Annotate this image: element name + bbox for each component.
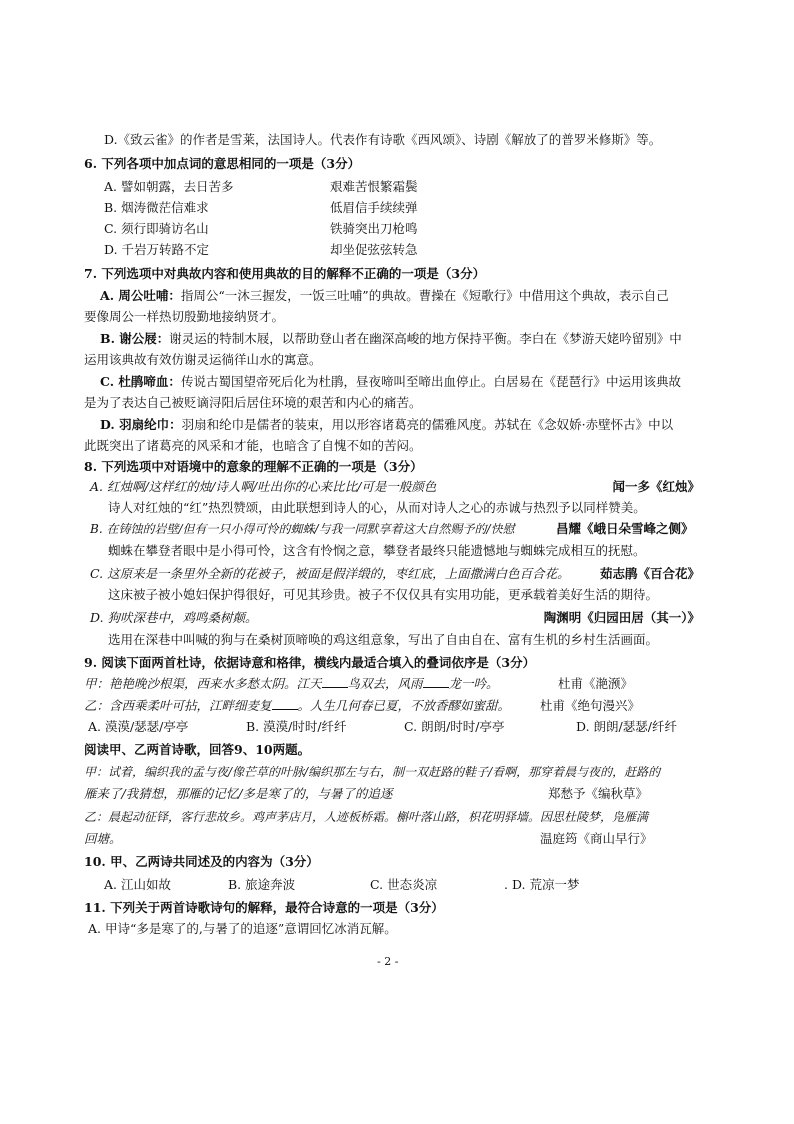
- q8-c-source: 茹志鹃《百合花》: [599, 566, 700, 581]
- q7-d-line2: 此既突出了诸葛亮的风采和才能，也暗含了自愧不如的苦闷。: [84, 438, 422, 453]
- reading-jia-line2: 雁来了/我猜想，那雁的记忆/多是寒了的，与暑了的追逐: [84, 786, 393, 801]
- q6-c-left: C. 须行即骑访名山: [104, 221, 209, 236]
- q6-d-left: D. 千岩万转路不定: [104, 242, 210, 257]
- q9-jia-c: 龙一吟。: [448, 676, 499, 691]
- q10-option-d: . D. 荒凉一梦: [504, 877, 580, 892]
- q7-d-text1: 羽扇和纶巾是儒者的装束，用以形容诸葛亮的儒雅风度。苏轼在《念奴娇·赤壁怀古》中以: [181, 417, 674, 432]
- q8-c-poem: C. 这原来是一条里外全新的花被子，被面是假洋缎的，枣红底，上面撒满白色百合花。: [90, 566, 570, 581]
- q9-blank-2: [423, 677, 449, 688]
- q5-option-d: D.《致云雀》的作者是雪莱，法国诗人。代表作有诗歌《西风颂》、诗剧《解放了的普罗米修斯》等。: [104, 132, 662, 147]
- reading-yi-line2: 回塘。: [84, 831, 122, 846]
- q8-a-poem: A. 红烛啊/这样红的烛/诗人啊/吐出你的心来比比/可是一般颜色: [90, 479, 437, 494]
- q7-a-text1: 指周公“一沐三握发，一饭三吐哺”的典故。曹操在《短歌行》中借用这个典故，表示自己: [180, 288, 669, 303]
- q8-a-source: 闻一多《红烛》: [612, 479, 700, 494]
- q9-jia-source: 杜甫《滟滪》: [558, 676, 634, 691]
- q8-d-source: 陶渊明《归园田居（其一）》: [543, 610, 700, 625]
- q7-b-head: B. 谢公屐：: [100, 331, 170, 346]
- q7-b-line2: 运用该典故有效仿谢灵运徜徉山水的寓意。: [84, 352, 322, 367]
- q9-jia-b: 鸟双去，风雨: [347, 676, 423, 691]
- q8-b-poem: B. 在铸蚀的岩壁/但有一只小得可怜的蜘蛛/与我一同默享着这大自然赐予的/快慰: [90, 522, 515, 536]
- q9-option-b: B. 漠漠/时时/纤纤: [246, 719, 347, 734]
- q9-yi-b: 。人生几何春已夏，不放香醪如蜜甜。: [297, 698, 511, 713]
- q9-option-a: A. 漠漠/瑟瑟/亭亭: [88, 719, 189, 734]
- q9-blank-3: [272, 699, 298, 710]
- q7-c-line1: [100, 374, 681, 390]
- q7-a-line1: [100, 288, 669, 304]
- q10-stem: 10. 甲、乙两诗共同述及的内容为（3分）: [84, 854, 319, 869]
- q9-yi-source: 杜甫《绝句漫兴》: [540, 698, 641, 713]
- q10-option-c: C. 世态炎凉: [370, 877, 438, 892]
- q8-a-explanation: 诗人对红烛的“红”热烈赞颂，由此联想到诗人的心，从而对诗人之心的赤诚与热烈予以同样赞美。: [108, 500, 646, 515]
- q6-d-right: 却坐促弦弦转急: [330, 242, 418, 257]
- reading-yi-line1: 乙：晨起动征铎，客行悲故乡。鸡声茅店月，人迹板桥霜。槲叶落山路，枳花明驿墙。因思杜陵梦，凫雁满: [84, 810, 649, 824]
- q9-blank-1: [322, 677, 348, 688]
- q8-b-explanation: 蜘蛛在攀登者眼中是小得可怜，这含有怜悯之意，攀登者最终只能遗憾地与蜘蛛完成相互的抚慰。: [108, 543, 646, 558]
- q7-stem: 7. 下列选项中对典故内容和使用典故的目的解释不正确的一项是（3分）: [84, 266, 486, 281]
- reading-yi-source: 温庭筠《商山早行》: [540, 831, 653, 846]
- q6-a-left: A. 譬如朝露，去日苦多: [104, 179, 234, 194]
- q7-a-head: A. 周公吐哺：: [100, 288, 181, 303]
- q6-a-right: 艰难苦恨繁霜鬓: [330, 179, 418, 194]
- q9-option-d: D. 朗朗/瑟瑟/纤纤: [576, 719, 677, 734]
- q9-jia: [84, 676, 499, 692]
- reading-jia-line1: 甲：试着，编织我的孟与夜/像芒草的叶脉/编织那左与右，制一双赶路的鞋子/看啊，那穿着晨与夜的，赶路的: [84, 765, 661, 779]
- q7-b-text1: 谢灵运的特制木屐，以帮助登山者在幽深高峻的地方保持平衡。李白在《梦游天姥吟留别》中: [169, 331, 682, 346]
- q9-yi-a: 乙：含西乘柔叶可拈，江畔细麦复: [84, 698, 272, 713]
- q8-stem: 8. 下列选项中对语境中的意象的理解不正确的一项是（3分）: [84, 459, 423, 474]
- q7-a-line2: 要像周公一样热切殷勤地接纳贤才。: [84, 309, 285, 324]
- q9-jia-a: 甲：艳艳晚沙根渠，西来水多愁太阴。江天: [84, 676, 322, 691]
- q10-option-b: B. 旅途奔波: [228, 877, 296, 892]
- q9-yi: [84, 698, 510, 714]
- q8-c-explanation: 这床被子被小媳妇保护得很好，可见其珍贵。被子不仅仅具有实用功能，更承载着美好生活的期待。: [108, 587, 659, 602]
- q8-b-source: 昌耀《峨日朵雪峰之侧》: [556, 521, 694, 536]
- reading-jia-source: 郑愁予《编秋草》: [548, 786, 649, 801]
- q7-c-head: C. 杜鹃啼血：: [100, 374, 181, 389]
- q9-stem: 9. 阅读下面两首杜诗，依据诗意和格律，横线内最适合填入的叠词依序是（3分）: [84, 655, 536, 670]
- reading-heading: 阅读甲、乙两首诗歌，回答9、10两题。: [84, 742, 311, 757]
- q10-option-a: A. 江山如故: [104, 877, 171, 892]
- q7-c-text1: 传说古蜀国望帝死后化为杜鹃，昼夜啼叫至啼出血停止。白居易在《琵琶行》中运用该典故: [180, 374, 681, 389]
- q11-stem: 11. 下列关于两首诗歌诗句的解释，最符合诗意的一项是（3分）: [84, 900, 444, 915]
- q6-stem: 6. 下列各项中加点词的意思相同的一项是（3分）: [84, 156, 361, 171]
- q6-b-right: 低眉信手续续弹: [330, 200, 418, 215]
- q8-d-explanation: 选用在深巷中叫喊的狗与在桑树顶啼唤的鸡这组意象，写出了自由自在、富有生机的乡村生活画面。: [108, 632, 659, 647]
- q7-c-line2: 是为了表达自己被贬谪浔阳后居住环境的艰苦和内心的痛苦。: [84, 395, 422, 410]
- q7-d-line1: [100, 417, 673, 433]
- q11-option-a: A. 甲诗“多是寒了的,与暑了的追逐”意谓回忆冰消瓦解。: [88, 921, 397, 936]
- q8-d-poem: D. 狗吠深巷中，鸡鸣桑树颠。: [90, 610, 258, 625]
- q9-option-c: C. 朗朗/时时/亭亭: [404, 719, 505, 734]
- q6-c-right: 铁骑突出刀枪鸣: [330, 221, 418, 236]
- q6-b-left: B. 烟涛微茫信难求: [104, 200, 209, 215]
- q7-b-line1: [100, 331, 682, 347]
- page-number: - 2 -: [377, 955, 399, 968]
- q7-d-head: D. 羽扇纶巾：: [100, 417, 182, 432]
